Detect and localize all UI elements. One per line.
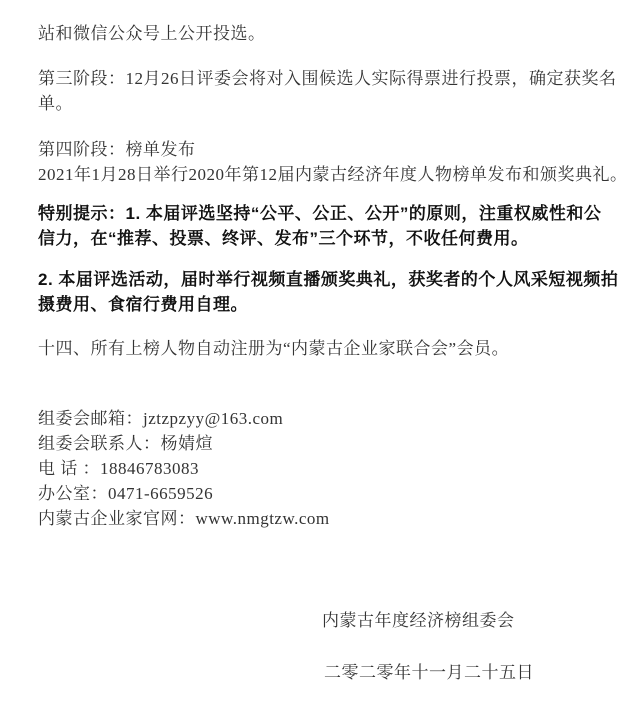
notice1-line-1: 特别提示：1. 本届评选坚持“公平、公正、公开”的原则，注重权威性和公 <box>38 204 602 223</box>
intro-line: 站和微信公众号上公开投选。 <box>38 24 266 43</box>
contact-block <box>38 406 620 531</box>
contact-office-line: 办公室：0471-6659526 <box>38 484 214 503</box>
contact-person-line: 组委会联系人：杨婧煊 <box>38 434 213 453</box>
stage4-title: 第四阶段：榜单发布 <box>38 140 196 159</box>
notice1-line-2: 信力，在“推荐、投票、终评、发布”三个环节，不收任何费用。 <box>38 229 529 248</box>
contact-phone-line: 电 话 ：18846783083 <box>38 459 199 478</box>
stage4-body: 2021年1月28日举行2020年第12届内蒙古经济年度人物榜单发布和颁奖典礼。 <box>38 165 628 184</box>
contact-email-line: 组委会邮箱：jztzpzyy@163.com <box>38 409 284 428</box>
paragraph-stage3 <box>38 66 620 116</box>
item-fourteen-line: 十四、所有上榜人物自动注册为“内蒙古企业家联合会”会员。 <box>38 339 510 358</box>
notice-paragraph-2 <box>38 267 620 317</box>
notice2-line-2: 摄费用、食宿行费用自理。 <box>38 295 248 314</box>
notice2-line-1: 2. 本届评选活动，届时举行视频直播颁奖典礼，获奖者的个人风采短视频拍 <box>38 270 619 289</box>
stage3-line-2: 单。 <box>38 94 73 113</box>
signature-date: 二零二零年十一月二十五日 <box>324 663 534 682</box>
paragraph-stage4 <box>38 137 628 187</box>
stage3-line-1: 第三阶段：12月26日评委会将对入围候选人实际得票进行投票，确定获奖名 <box>38 69 617 88</box>
notice-paragraph-1 <box>38 201 620 251</box>
contact-website-line: 内蒙古企业家官网：www.nmgtzw.com <box>38 509 330 528</box>
signature-organization: 内蒙古年度经济榜组委会 <box>322 611 515 630</box>
